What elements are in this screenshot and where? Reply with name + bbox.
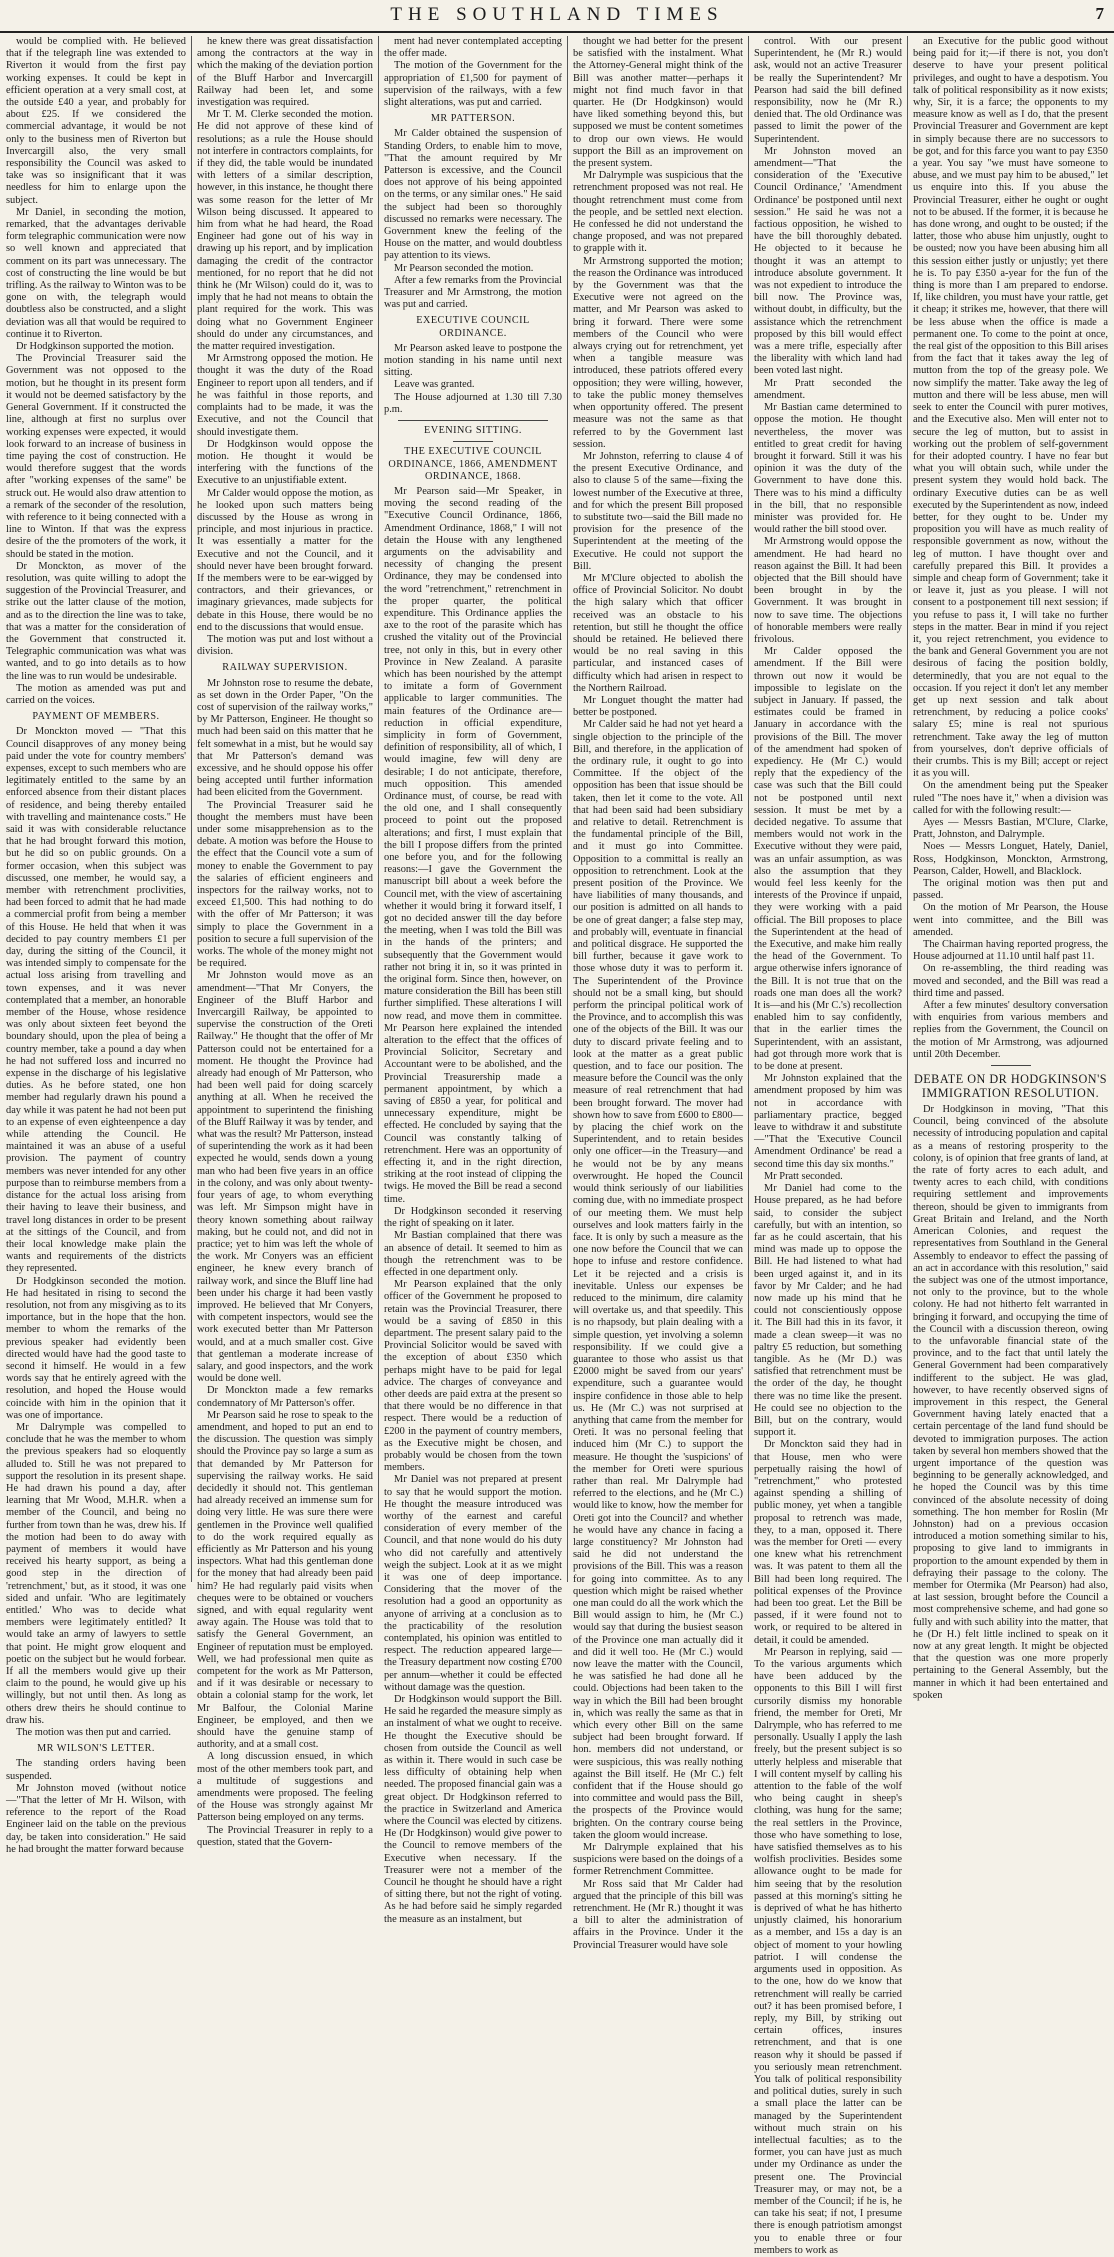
paragraph: Mr Pearson explained that the only officer of the Government he proposed to retain was the Provincial Treasurer, there would be a saving of £850 in this department. The present salary paid to the Provincial Solicitor would be saved with the exception of about £350 which perhaps might have to be paid for legal advice. The charges of conveyance and other deeds are paid extra at the present so that there would be no difference in that respect. There would be a reduction of £200 in the payment of country members, as the Executive might be chosen, and probably would be chosen from the town members.	[384, 1279, 562, 1474]
paragraph: Dr Hodgkinson seconded it reserving the right of speaking on it later.	[384, 1205, 562, 1230]
paragraph: he knew there was great dissatisfaction among the contractors at the way in which the making of the deviation portion of the Bluff Harbor and Invercargill Railway had been let, and some investigation was required.	[197, 36, 373, 109]
paragraph: would be complied with. He believed that if the telegraph line was extended to Riverton it would from the first pay working expenses. It could be kept in efficient operation at a very small cost, at the outside £40 a year, and probably for about £25. If we considered the commercial advantage, it would be not only to the business men of Riverton but Invercargill also, the very small responsibility the Council was asked to take was so insignificant that it was needless for him to enlarge upon the subject.	[6, 36, 186, 206]
newspaper-title: THE SOUTHLAND TIMES	[390, 4, 724, 25]
paragraph: Mr Johnston would move as an amendment—"That Mr Conyers, the Engineer of the Bluff Harbor and Invercargill Railway, be appointed to supervise the construction of the Oreti Railway." He thought that the offer of Mr Patterson could not be entertained for a moment. He thought the Province had already had enough of Mr Patterson, who had been well paid for doing scarcely anything at all. When he received the appointment to superintend the finishing of the Bluff Railway it was by tender, and what was the result? Mr Patterson, instead of superintending the work as it had been expected he would, sends down a young man who had been five years in an office in the colony, and was only about twenty-four years of age, to whom everything was left. Mr Simpson might have in theory known something about railway making, but he could not, and did not in practice; yet to him was left the whole of the work. Mr Conyers was an efficient engineer, he knew every branch of railway work, and since the Bluff line had been under his charge it had been vastly improved. He believed that Mr Conyers, with competent inspectors, would see the work executed better than Mr Patterson would, and at a much smaller cost. Give that gentleman a moderate increase of salary, and good inspectors, and the work would be done well.	[197, 970, 373, 1385]
paragraph: Mr Dalrymple explained that his suspicions were based on the doings of a former Retrenchment Committee.	[573, 1842, 743, 1878]
paragraph: Dr Monckton moved — "That this Council disapproves of any money being paid under the vote for country members' expenses, except to such members who are legitimately entitled to the same by an enforced absence from their distant places of residence, and being thereby entailed with travelling and maintenance costs." He said it was with considerable reluctance that he had brought forward this motion, but he did so on public grounds. On a former occasion, when this subject was discussed, one member, he would say, a member with retrenchment proclivities, had been forced to admit that he had made a commercial profit from being a member of this House. He held that when it was decided to pay country members £1 per day, during the sitting of the Council, it was intended simply to compensate for the actual loss arising from travelling and town expenses, and it was never contemplated that a member, an honorable member of the House, whose residence was only about sixteen feet beyond the boundary should, upon the plea of being a country member, take a pound a day when he had not suffered loss and incurred no expense in the discharge of his legislative duties. As he before stated, one hon member had regularly drawn his pound a day while it was patent he had not been put to an expense of even eighteenpence a day while attending the Council. He maintained it was an abuse of a useful provision. The payment of country members was never intended for any other purpose than to reimburse members from a distance for the actual loss arising from their having to leave their business, and travel long distances in order to be present at the sittings of the Council, and from their local knowledge make plain the wants and requirements of the districts they represented.	[6, 726, 186, 1275]
paragraph: Mr Johnston moved (without notice—"That the letter of Mr H. Wilson, with reference to the report of the Road Engineer laid on the table on the previous day, be taken into consideration." He said he had brought the matter forward because	[6, 1782, 186, 1855]
column-2	[197, 36, 374, 1848]
paragraph: Mr Calder opposed the amendment. If the Bill were thrown out now it would be impossible to legislate on the subject in January. If passed, the estimates could be framed in January in accordance with the provisions of the Bill. The mover of the amendment had spoken of expediency. He (Mr C.) would reply that the expediency of the case was such that the Bill could not be postponed until next session. It must be met by a decided negative. To assume that members would not work in the Executive without they were paid, was an unfair assumption, as was also the assumption that they would feel less keenly for the interests of the Province if unpaid, they were working with a paid official. The Bill proposes to place the Superintendent at the head of the Executive, and make him really the head of the Government. To argue otherwise infers ignorance of the Bill. It is not true that on the roads one man does all the work? It is—and his (Mr C.'s) recollection enabled him to say confidently, that in the earlier times the Superintendent, with an assistant, had got through more work that is to be done at present.	[754, 646, 902, 1073]
column-4	[573, 36, 743, 1951]
paragraph: A long discussion ensued, in which most of the other members took part, and a multitude of suggestions and amendments were proposed. The feeling of the House was strongly against Mr Patterson being employed on any terms.	[197, 1751, 373, 1824]
column-6	[913, 36, 1108, 1701]
column-rule	[378, 36, 379, 1582]
paragraph: After a few remarks from the Provincial Treasurer and Mr Armstrong, the motion was put and carried.	[384, 274, 562, 311]
paragraph: The Chairman having reported progress, the House adjourned at 11.10 until half past 11.	[913, 939, 1108, 963]
paragraph: Mr Calder said he had not yet heard a single objection to the principle of the Bill, and therefore, in the application of the ordinary rule, it ought to go into Committee. If the object of the opposition has been that issue should be taken, then let it come to the vote. All that had been said had been subsidiary and relative to detail. Retrenchment is the fundamental principle of the Bill, and it must go into Committee. Opposition to a committal is really an opposition to retrenchment. Look at the present position of the Province. We have liabilities of many thousands, and our position is admitted on all hands to be one of great danger; a false step may, and probably will, eventuate in financial and political disgrace. He supported the bill further, because it gave work to those whose duty it was to perform it. The Superintendent of the Province should not be a small king, but should perform the principal political work of the Province, and to accomplish this was one of the objects of the Bill. It was our duty to discard private feeling and to look at the matter as a great public question, and to face our position. The measure before the Council was the only measure of real retrenchment that had been brought forward. The mover had shown how to save from £600 to £800—by placing the chief work on the Superintendent, and to retain besides only one officer—in the Treasury—and he would not be by any means overwrought. He hoped the Council would think seriously of our liabilities coming due, with no immediate prospect of our meeting them. We must help ourselves and look matters fairly in the face. It is only by such a measure as the one now before the Council that we can hope to infuse and restore confidence. Let it be rejected and a crisis is inevitable. Unless our expenses be reduced to the minimum, dire calamity will overtake us, and that speedily. This is no rhapsody, but plain dealing with a simple question, yet involving a solemn responsibility. If we could give a guarantee to those who assist us that £2000 might be saved from our years' expenditure, such a guarantee would inspire confidence in those able to help us. He (Mr C.) was not surprised at anything that came from the member for Oreti. It was no personal feeling that induced him (Mr C.) to support the measure. He thought the 'suspicions' of the member for Oreti were spurious rather than real. Mr Dalrymple had referred to the elections, and he (Mr C.) would like to know, how the member for Oreti got into the Council? and whether he would have any chance in facing a large constituency? Mr Johnston had said he did not understand the provisions of the Bill. This was a reason for going into committee. As to any question which might be raised whether one man could do all the work which the Bill would assign to him, he (Mr C.) would say that during the busiest season of the Province one man actually did it and did it well too. He (Mr C.) would now leave the matter with the Council, he was satisfied he had done all he could. Objections had been taken to the way in which the Bill had been brought in, which was really the same as that in which every other Bill on the same subject had been brought forward. If hon. members did not understand, or were suspicious, this was really nothing against the Bill itself. He (Mr C.) felt confident that if the House should go into committee and would pass the Bill, the prospects of the Province would brighten. On the contrary course being taken the gloom would increase.	[573, 719, 743, 1841]
paragraph: Mr Daniel, in seconding the motion, remarked, that the advantages derivable form telegraphic communication were now so well known and appreciated that comment on its part was unnecessary. The cost of constructing the line would be but trifling. As the railway to Winton was to be gone on with, the telegraph would doubtless also be constructed, and a slight deviation was all that would be required to continue it to Riverton.	[6, 206, 186, 340]
paragraph: The Provincial Treasurer said the Government was not opposed to the motion, but he thought in its present form it would not be deemed satisfactory by the General Government. If it constructed the line, although at first no surplus over working expenses were expected, it would look forward to an increase of business in time paying the cost of construction. He would therefore suggest that the words after "working expenses of the same" be struck out. He would also draw attention to a remark of the seconder of the resolution, with reference to it being connected with a line to Winton. If that was the express desire of the the promoters of the work, it should be stated in the motion.	[6, 353, 186, 560]
paragraph: Mr Armstrong opposed the motion. He thought it was the duty of the Road Engineer to report upon all tenders, and if he was faithful in those reports, and complaints had to be made, it was the Executive, and not the Council that should investigate them.	[197, 353, 373, 438]
article-columns	[0, 36, 1114, 2256]
section-heading: EXECUTIVE COUNCIL ORDINANCE.	[416, 315, 530, 339]
paragraph: Dr Hodgkinson would oppose the motion. He thought it would be interfering with the functions of the Executive to an unjustifiable extent.	[197, 438, 373, 487]
paragraph: Mr Pearson said—Mr Speaker, in moving the second reading of the "Executive Council Ordinance, 1866, Amendment Ordinance, 1868," I will not detain the House with any lengthened arguments on the advisability and necessity of changing the present Ordinance, they may be condensed into the word "retrenchment," retrenchment in the proper quarter, the political expenditure. This Ordinance applies the axe to the root of the parasite which has crushed the vitality out of the Provincial tree, not only in this, but in every other Province in New Zealand. A parasite which has been nourished by the attempt to imitate a form of Government applicable to larger communities. The main features of the Ordinance are—reduction in official expenditure, simplicity in form of Government, definition of responsibility, all of which, I would imagine, few will deny are desirable; I do not anticipate, therefore, much opposition. This amended Ordinance must, of course, be read with the old one, and I shall consequently proceed to point out the proposed alterations; and first, I must explain that the bill I propose differs from the printed one before you, and for the following reasons:—I gave the Government the manuscript bill about a week before the Council met, with the view of ascertaining whether it would bring it forward itself, I got no decided answer till the day before the meeting, when I was told the Bill was in the hands of the printers; and subsequently that the Government would rather not bring it in, so it was printed in the original form. Since then, however, on mature consideration the Bill has been still further simplified. These alterations I will now read, and move them in committee. Mr Pearson here explained the intended alteration to the effect that the offices of Provincial Solicitor, Secretary and Accountant were to be abolished, and the Provincial Treasurership made a permanent appointment, by which a saving of £850 a year, for political and unnecessary expenditure, might be effected. He concluded by saying that the Council was constantly talking of retrenchment. Here was an opportunity of effecting it, and in the right direction, striking at the root instead of clipping the twigs. He moved the Bill be read a second time.	[384, 485, 562, 1205]
paragraph: Mr Pratt seconded the amendment.	[754, 377, 902, 401]
paragraph: Leave was granted.	[394, 379, 475, 391]
paragraph: The House adjourned at 1.30 till 7.30 p.m.	[384, 391, 562, 415]
paragraph: control. With our present Superintendent, he (Mr R.) would ask, would not an active Treasurer be really the Superintendent? Mr Pearson had said the bill defined responsibility, now he (Mr R.) denied that. The old Ordinance was passed to limit the power of the Superintendent.	[754, 36, 902, 145]
section-divider	[398, 420, 548, 421]
column-3	[384, 36, 562, 1925]
paragraph: On the amendment being put the Speaker ruled "The noes have it," when a division was called for with the following result:—	[913, 780, 1108, 816]
section-heading: MR PATTERSON.	[430, 113, 516, 125]
paragraph: Dr Hodgkinson in moving, "That this Council, being convinced of the absolute necessity of introducing population and capital as a means of restoring prosperity to the colony, is of opinion that free grants of land, at the rate of forty acres to each adult, and twenty acres to each child, with conditions requiring settlement and improvements thereon, should be given to immigrants from Great Britain and Ireland, and the North American Colonies, and request the representatives from Southland in the General Assembly to endeavor to effect the passing of an act in accordance with this resolution," said the subject was one of the utmost importance, not only to the province, but to the whole colony. He had not hitherto felt warranted in bringing it forward, and occupying the time of the Council with a discussion thereon, owing to the unfavorable financial state of the province, and to the fact that until lately the General Government had been comparatively indifferent to the subject. He was glad, however, to have recently observed signs of improvement in this respect, the General Government having lately enacted that a certain percentage of the land fund should be devoted to immigration purposes. The action taken by several hon members showed that the urgent importance of the question was beginning to be generally acknowledged, and he hoped the Council was by this time convinced of the absolute necessity of doing something. The hon member for Roslin (Mr Johnston) had on a previous occasion introduced a motion something similar to his, proposing to give land to immigrants in proportion to the amount expended by them in defraying their passage to the colony. The member for Otermika (Mr Pearson) had also, at last session, brought before the Council a most comprehensive scheme, and had gone so fully and with such ability into the matter, that he (Dr H.) felt little inclined to speak on it now at any great length. It might be objected that the question was one more properly pertaining to the General Assembly, but the manner in which it had been entertained and spoken	[913, 1104, 1108, 1701]
paragraph: On re-assembling, the third reading was moved and seconded, and the Bill was read a third time and passed.	[913, 963, 1108, 999]
paragraph: Noes — Messrs Longuet, Hately, Daniel, Ross, Hodgkinson, Monckton, Armstrong, Pearson, Calder, Howell, and Blacklock.	[913, 841, 1108, 877]
paragraph: Mr Johnston rose to resume the debate, as set down in the Order Paper, "On the cost of supervision of the railway works," by Mr Patterson, Engineer. He thought so much had been said on this matter that he felt somewhat in a mist, but he would say that Mr Patterson's demand was excessive, and he should oppose his offer being accepted until further information had been elicited from the Government.	[197, 677, 373, 799]
paragraph: The motion was then put and carried.	[16, 1727, 171, 1739]
paragraph: Mr Pearson in replying, said — To the various arguments which have been adduced by the opponents to this Bill I will first cursorily dismiss my honorable friend, the member for Oreti, Mr Dalrymple, who has referred to me personally. Usually I apply the lash freely, but the present subject is so utterly helpless and miserable that I will content myself by calling his attention to the fable of the wolf who being caught in sheep's clothing, was hung for the same; the real settlers in the Province, those who have something to lose, have satisfied themselves as to his wolfish proclivities. Besides some allowance ought to be made for him seeing that by the resolution passed at this morning's sitting he is deprived of what he has hitherto unjustly claimed, his honorarium as a member, and 15s a day is an object of moment to your howling patriot. I will condense the arguments used in opposition. As to the one, how do we know that retrenchment will really be carried out? it has been promised before, I reply, my Bill, by striking out certain offices, insures retrenchment, and that is one reason why it should be passed if you seriously mean retrenchment. You talk of political responsibility and political duties, surely in such a small place the latter can be managed by the Superintendent without much strain on his intellectual faculties; as to the former, you can have just as much under my Ordinance as under the present one. The Provincial Treasurer may, or may not, be a member of the Council; if he is, he can take his seat; if not, I presume there is enough patriotism amongst you to enable three or four members to work as	[754, 1646, 902, 2256]
masthead-rule	[0, 31, 1114, 33]
paragraph: Dr Hodgkinson would support the Bill. He said he regarded the measure simply as an instalment of what we ought to receive. He thought the Executive should be chosen from outside the Council as well as within it. There would in such case be less difficulty of obtaining help when needed. The proposed financial gain was a great object. Dr Hodgkinson referred to the practice in Switzerland and America where the Council was elected by citizens. He (Dr Hodgkinson) would give power to the Council to remove members of the Executive when necessary. If the Treasurer were not a member of the Council he thought he should have a right of sitting there, but not the right of voting. As he had before said he simply regarded the measure as an instalment, but	[384, 1694, 562, 1925]
section-divider	[991, 1065, 1031, 1066]
paragraph: Dr Monckton made a few remarks condemnatory of Mr Patterson's offer.	[197, 1385, 373, 1409]
paragraph: Mr Calder obtained the suspension of Standing Orders, to enable him to move, "That the amount required by Mr Patterson is excessive, and the Council does not approve of his being appointed on the terms, or any similar ones." He said the subject had been so thoroughly discussed no remarks were necessary. The Government knew the feeling of the House on the matter, and would doubtless pay attention to its views.	[384, 128, 562, 262]
paragraph: Mr Dalrymple was suspicious that the retrenchment proposed was not real. He thought retrenchment must come from the people, and be settled next election. He confessed he did not understand the change proposed, and was not prepared to grapple with it.	[573, 170, 743, 255]
paragraph: The motion was put and lost without a division.	[197, 633, 373, 658]
paragraph: Ayes — Messrs Bastian, M'Clure, Clarke, Pratt, Johnston, and Dalrymple.	[913, 817, 1108, 841]
paragraph: Mr Longuet thought the matter had better be postponed.	[573, 694, 743, 719]
column-5	[754, 36, 902, 2256]
paragraph: thought we had better for the present be satisfied with the instalment. What the Attorney-General might think of the Bill was another matter—perhaps it might not find much favor in that quarter. He (Dr Hodgkinson) would have liked something beyond this, but supposed we must be content sometimes to drop our own views. He would support the Bill as an improvement on the present system.	[573, 36, 743, 170]
paragraph: Mr Johnston explained that the amendment proposed by him was not in accordance with parliamentary practice, begged leave to withdraw it and substitute—"That the 'Executive Council Amendment Ordinance' be read a second time this day six months."	[754, 1073, 902, 1170]
paragraph: The motion of the Government for the appropriation of £1,500 for payment of supervision of the railways, with a few slight alterations, was put and carried.	[384, 60, 562, 109]
paragraph: Mr Pratt seconded.	[764, 1170, 843, 1182]
paragraph: Dr Monckton, as mover of the resolution, was quite willing to adopt the suggestion of the Provincial Treasurer, and strike out the latter clause of the motion, and as to the direction the line was to take, that was a matter for the consideration of the Government that constructed it. Telegraphic communication was what was wanted, and to go into details as to how the line was to run would be undesirable.	[6, 560, 186, 682]
paragraph: On the motion of Mr Pearson, the House went into committee, and the Bill was amended.	[913, 902, 1108, 938]
paragraph: Mr Armstrong supported the motion; the reason the Ordinance was introduced by the Government was that the Executive were not agreed on the matter, and Mr Pearson was asked to bring it forward. There were some members of the Council who were always crying out for retrenchment, yet when a tangible measure was introduced, these patriots offered every opposition; they were willing, however, to take the public money themselves when opportunity offered. The present measure was not the same as that referred to by the Government last session.	[573, 255, 743, 450]
paragraph: Dr Hodgkinson supported the motion.	[16, 341, 174, 353]
paragraph: Mr Bastian came determined to oppose the motion. He thought nevertheless, the mover was entitled to great credit for having brought it forward. Still it was his opinion it was the duty of the Government to have done this. There was to his mind a difficulty in the bill, that no responsible minister was provided for. He would rather the bill stood over.	[754, 402, 902, 536]
section-heading: THE EXECUTIVE COUNCIL ORDINANCE, 1866, AMENDMENT ORDINANCE, 1868.	[388, 446, 558, 482]
paragraph: Mr Ross said that Mr Calder had argued that the principle of this bill was retrenchment. He (Mr R.) thought it was a bill to alter the administration of affairs in the Province. Under it the Provincial Treasurer would have sole	[573, 1878, 743, 1951]
paragraph: Mr Pearson said he rose to speak to the amendment, and hoped to put an end to the discussion. The question was simply should the Province pay so large a sum as that demanded by Mr Patterson for supervising the railway works. He said decidedly it should not. This gentleman had already received an immense sum for doing very little. He was sure there were gentlemen in the Province well qualified to do the work required equally as efficiently as Mr Patterson and his young inspectors. What had this gentleman done for the money that had already been paid him? He had regularly paid visits when cheques were to be obtained or vouchers signed, and with equal regularity went away again. The House was told that to satisfy the General Government, an Engineer of reputation must be employed. Well, we had professional men quite as competent for the work as Mr Patterson, and if it was desirable or necessary to obtain a colonial stamp for the work, let Mr Balfour, the Colonial Marine Engineer, be employed, and then we should have the genuine stamp of authority, and at a small cost.	[197, 1409, 373, 1751]
section-divider	[453, 441, 493, 442]
paragraph: Mr Johnston, referring to clause 4 of the present Executive Ordinance, and also to clause 5 of the same—fixing the lowest number of the Executive at three, and for which the present Bill proposed to substitute two—said the Bill made no provision for the presence of the Superintendent at the meeting of the Executive. He could not support the Bill.	[573, 450, 743, 572]
paragraph: Mr M'Clure objected to abolish the office of Provincial Solicitor. No doubt the high salary which that officer received was an obstacle to his retention, but still he thought the office should be retained. He believed there would be no real saving in this particular, and instanced cases of difficulty which had arisen in respect to the Northern Railroad.	[573, 572, 743, 694]
paragraph: The Provincial Treasurer said he thought the members must have been under some misapprehension as to the debate. A motion was before the House to the effect that the Council vote a sum of money to enable the Government to pay the salaries of efficient engineers and inspectors for the railway works, not to exceed £1,500. This had nothing to do with the offer of Mr Patterson; it was simply to place the Government in a position to secure a full supervision of the works. The whole of the money might not be required.	[197, 799, 373, 970]
paragraph: Mr Daniel had come to the House prepared, as he had before said, to consider the subject carefully, but with an intention, so far as he could ascertain, that his mind was made up to oppose the Bill. He had listened to what had been urged against it, and in its favor by Mr Calder; and he had now made up his mind that he could not conscientiously oppose it. The Bill had this in its favor, it made a clean sweep—it was no paltry £5 reduction, but something tangible. As he (Mr D.) was satisfied that retrenchment must be the order of the day, he thought there was no time like the present. He could see no objection to the Bill, but on the contrary, would support it.	[754, 1183, 902, 1439]
paragraph: an Executive for the public good without being paid for it;—if there is not, you don't deserve to have your present political privileges, and ought to have a despotism. You talk of political responsibility as it now exists; why, Sir, it is a farce; the opponents to my measure know as well as I do, that the present Provincial Treasurer and Government are kept in simply because there are no successors to be got, and for this farce you want to pay £350 a year. You say "we must have someone to abuse, and we must pay him to be abused," let us enquire into this. If you abuse the Provincial Treasurer, either he ought or ought not to be abused. If the former, it is because he has done wrong, and ought to be ousted; if the latter, those who abuse him unjustly, ought to be ousted; now you have been abusing him all this session either justly or unjustly; yet there he is. To pay £350 a-year for the fun of the thing is more than I am prepared to endorse. If, like children, you must have your rattle, get it cheap; it strikes me, however, that there will be less abuse when the office is made a permanent one. To come to the point at once, the real gist of the opposition to this Bill arises from the fact that it takes away the leg of mutton from the top of the greasy pole. We now simplify the matter. Take away the leg of mutton and there will be less abuse, men will seek to enter the Council with purer motives, and the Executive also. Men will enter not to secure the leg of mutton, but to assist in working out the problem of self-government for their adopted country. I have no fear but what you will obtain such, while under the present system they would hold back. The ordinary Executive duties can be as well executed by the Superintendent as now, indeed better, for they ought to be. Under my proposition you will have as much reality of responsible government as now, without the leg of mutton. I have thought over and carefully prepared this Bill. It provides a simple and cheap form of Government; take it or leave it, just as you please. I will not consent to a postponement till next session; if you refuse to pass it, I will take no further steps in the matter. Bear in mind if you reject it, you reject retrenchment, you evidence to the bank and General Government you are not desirous of facing the position boldly, determinedly, that you are not equal to the occasion. If you reject it don't let any member get up next session and talk about retrenchment, by reducing a police cooks' salary £5; mine is real not spurious retrenchment. Take away the leg of mutton from yourselves, don't deprive officials of their crumbs. This is my Bill; accept or reject it as you will.	[913, 36, 1108, 780]
paragraph: ment had never contemplated accepting the offer made.	[384, 36, 562, 60]
section-heading: RAILWAY SUPERVISION.	[222, 662, 348, 674]
paragraph: Mr Calder would oppose the motion, as he looked upon such matters being discussed by the House as wrong in principle, and most injurious in practice. It was essentially a matter for the Executive and not the Council, and it should never have been brought forward. If the members were to be ear-wigged by contractors, and their grievances, or imaginary grievances, made subjects for debate in this House, there would be no end to the discussions that would ensue.	[197, 487, 373, 633]
column-rule	[191, 36, 192, 1582]
paragraph: The Provincial Treasurer in reply to a question, stated that the Govern-	[197, 1824, 373, 1848]
paragraph: The motion as amended was put and carried on the voices.	[6, 682, 186, 706]
page-number: 7	[1095, 4, 1104, 23]
section-heading: MR WILSON'S LETTER.	[37, 1743, 155, 1755]
paragraph: The original motion was then put and passed.	[913, 878, 1108, 902]
paragraph: Dr Monckton said they had in that House, men who were perpetually raising the howl of "retrenchment," who protested against spending a shilling of public money, yet when a tangible proposal to retrench was made, they, to a man, opposed it. There was the member for Oreti — every one knew what his retrenchment was. It was patent to them all the Bill had been long required. The political expenses of the Province had been too great. Let the Bill be passed, if it were found not to work, or required to be altered in detail, it could be amended.	[754, 1439, 902, 1646]
column-rule	[907, 36, 908, 1582]
section-heading: EVENING SITTING.	[424, 425, 522, 437]
paragraph: Mr Daniel was not prepared at present to say that he would support the motion. He thought the measure introduced was worthy of the earnest and careful consideration of every member of the Council, and that none would do his duty who did not carefully and attentively weigh the subject. Look at it as we might it was one of deep importance. Considering that the mover of the resolution had a good an opportunity as anyone of arriving at a conclusion as to the practicability of the resolution contemplated, his opinion was entitled to respect. The reduction appeared large—the Treasury department now costing £700 per annum—whether it could be effected without damage was the question.	[384, 1474, 562, 1693]
paragraph: Mr Bastian complained that there was an absence of detail. It seemed to him as though the retrenchment was to be effected in one department only.	[384, 1230, 562, 1278]
paragraph: Mr Pearson seconded the motion.	[394, 262, 534, 274]
column-rule	[748, 36, 749, 1582]
column-rule	[567, 36, 568, 1582]
paragraph: Mr T. M. Clerke seconded the motion. He did not approve of these kind of resolutions; as a rule the House should not interfere in contractors complaints, for if they did, the table would be inundated with letters of a similar description, however, in this instance, he thought there was some reason for the letter of Mr Wilson being discussed. It appeared to him from what he had heard, the Road Engineer had gone out of his way in drawing up his report, and by implication damaging the credit of the contractor mentioned, for no report that he did not think he (Mr Wilson) could do it, was to imply that he had not means to obtain the plant required for the work. This was doing what no Government Engineer should do under any circumstances, and the matter required investigation.	[197, 109, 374, 353]
column-1	[6, 36, 186, 1855]
article-headline: DEBATE ON DR HODGKINSON'S IMMIGRATION RESOLUTION.	[913, 1072, 1108, 1101]
paragraph: Mr Johnston moved an amendment—"That the consideration of the 'Executive Council Ordinance,' 'Amendment Ordinance' be postponed until next session." He said he was not a factious opposition, he wished to have the bill thoroughly debated. He objected to it because he thought it was an attempt to introduce absolute government. It was not expedient to introduce the bill now. The Province was, without doubt, in difficulty, but the assistance which the retrenchment proposed by this bill would effect was a mere trifle, especially after the liberality with which land had been voted last night.	[754, 145, 902, 377]
paragraph: After a few minutes' desultory conversation with enquiries from various members and replies from the Government, the Council on the motion of Mr Armstrong, was adjourned until 20th December.	[913, 1000, 1108, 1060]
paragraph: The standing orders having been suspended.	[6, 1758, 186, 1782]
paragraph: Mr Pearson asked leave to postpone the motion standing in his name until next sitting.	[384, 342, 562, 379]
paragraph: Mr Dalrymple was compelled to conclude that he was the member to whom the previous speakers had so eloquently alluded to. Still he was not prepared to support the resolution in its present shape. He had drawn his pound a day, after learning that Mr Wood, M.H.R. when a member of the Council, and being no further from town than he was, drew his. If the motion had been to do away with payment of members it would have received his hearty support, as being a good step in the direction of 'retrenchment,' but, as it stood, it was one sided and unfair. 'Who are legitimately entitled.' Who was to decide what members were legitimately entitled? It would take an army of lawyers to settle that point. He might grow eloquent and poetic on the subject but he would forbear. If all the members would give up their claim to the pound, he would give up his willingly, but not until then. As long as others drew theirs he should continue to draw his.	[6, 1421, 186, 1726]
masthead	[0, 0, 1114, 34]
section-heading: PAYMENT OF MEMBERS.	[32, 711, 160, 723]
paragraph: Mr Armstrong would oppose the amendment. He had heard no reason against the Bill. It had been objected that the Bill should have been brought in by the Government. It was brought in now to save time. The objections of honorable members were really frivolous.	[754, 536, 902, 645]
paragraph: Dr Hodgkinson seconded the motion. He had hesitated in rising to second the resolution, not from any misgiving as to its importance, but in the hope that the hon. member to whom the remarks of the previous speaker had evidently been directed would have had the good taste to second it himself. He would in a few words say that he entirely agreed with the resolution, and hoped the House would coincide with him in the opinion that it was one of importance.	[6, 1275, 186, 1421]
